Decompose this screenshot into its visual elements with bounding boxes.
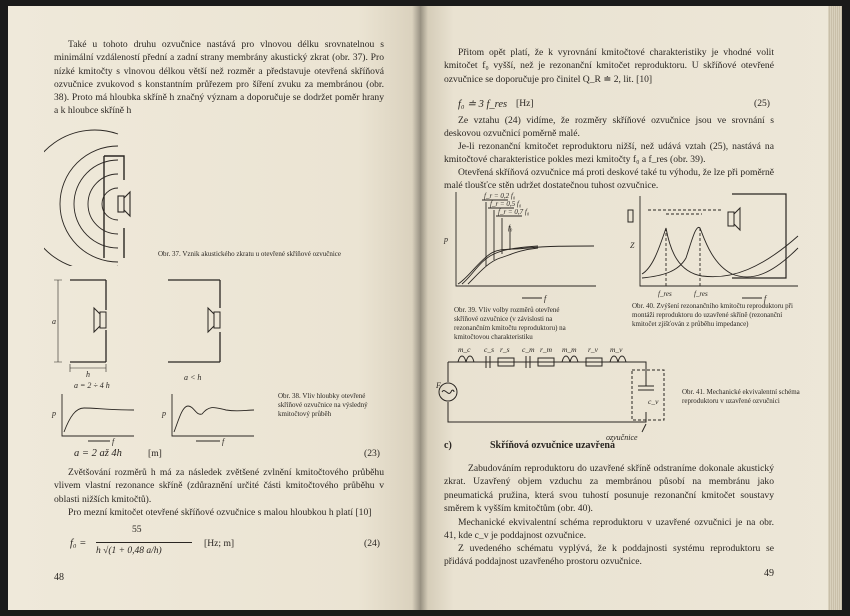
equation-24-number: (24): [364, 538, 380, 549]
curve-1: [458, 246, 594, 284]
mass-mv: [610, 356, 626, 362]
dashed-enclosure: [632, 370, 664, 420]
label-fres-1: f_res: [658, 290, 672, 298]
label-rm: r_m: [540, 345, 553, 354]
response-curve-1: [64, 408, 134, 432]
figure-37: [44, 126, 154, 266]
equation-24-numerator: 55: [132, 524, 142, 535]
label-f-2: f: [222, 437, 225, 446]
label-cm: c_m: [522, 345, 535, 354]
equation-25-number: (25): [754, 98, 770, 109]
mass-mm: [562, 356, 578, 362]
label-a-lt-h: a < h: [184, 373, 202, 382]
label-fres-2: f_res: [694, 290, 708, 298]
cap-cv: [638, 386, 654, 390]
equation-24-denominator: h √(1 + 0,48 a/h): [96, 546, 162, 556]
equation-25-unit: [Hz]: [516, 98, 534, 109]
figure-37-caption: Obr. 37. Vznik akustického zkratu u otevřené skříňové ozvučnice: [158, 250, 341, 258]
label-f-39: f: [544, 294, 547, 303]
label-fr-07: f_r = 0,7 f₀: [498, 208, 530, 216]
impedance-curve-1: [642, 228, 798, 277]
mass-mc: [458, 356, 474, 362]
page-number-right: 49: [764, 568, 774, 579]
section-title: Skříňová ozvučnice uzavřená: [490, 440, 615, 451]
figure-39-caption: Obr. 39. Vliv volby rozměrů otevřené skříňové ozvučnice (v závislosti na rezonančním kmitočtu reproduktoru) na kmitočtovou charakteristiku: [454, 306, 566, 341]
figure-39: [438, 188, 598, 306]
wave-arc-2: [88, 174, 118, 234]
impedance-curve-2: [642, 227, 798, 278]
label-p-2: p: [162, 409, 166, 418]
right-paragraph-3: Je-li rezonanční kmitočet reproduktoru nižší, než udává vztah (25), nastává na kmitočtové charakteristice pokles mezi kmitočty f₀ a f_res (obr. 39).: [444, 141, 774, 166]
figure-38-caption: Obr. 38. Vliv hloubky otevřené skříňové ozvučnice na výsledný kmitočtový průběh: [278, 392, 368, 418]
axes-39: [456, 192, 596, 286]
wave-arc-3: [74, 160, 118, 248]
book-gutter: [412, 6, 428, 610]
label-f0: f₀: [508, 224, 513, 232]
label-p-1: p: [52, 409, 56, 418]
axes-40: [640, 196, 798, 286]
label-a: a: [52, 317, 56, 326]
right-page: [420, 6, 842, 610]
figure-41: [436, 342, 672, 442]
left-paragraph-3: Pro mezní kmitočet otevřené skříňové ozvučnice s malou hloubkou h platí [10]: [68, 507, 372, 518]
left-paragraph-1: Také u tohoto druhu ozvučnice nastává pro vlnovou délku srovnatelnou s minimální vzdáleností přední a zadní strany membrány akustický zkrat (obr. 37). Pro nízké kmitočty s vlnovou délkou větší než rozměr a představuje otevřená skříňová ozvučnice zvukovod s konstantním průřezem pro šíření zvuku za membránou (obr. 38). Proto má hloubka skříně h značný význam a doporučuje se dodržet poměr hrany a k hloubce skříně h: [54, 39, 384, 117]
figure-40-caption: Obr. 40. Zvýšení rezonančního kmitočtu reproduktoru při montáži reproduktoru do uzavřené skříně (rezonanční kmitočet zjišťován z průběhu impedance): [632, 302, 793, 328]
label-z: Z: [630, 241, 635, 250]
open-cabinet: [104, 156, 124, 258]
response-axis-2: [172, 394, 254, 436]
label-ratio: a = 2 ÷ 4 h: [74, 381, 110, 390]
left-page: [8, 6, 420, 610]
right-paragraph-7: Z uvedeného schématu vyplývá, že k poddajnosti systému reproduktoru se přidává poddajnost uzavřeného prostoru ozvučnice.: [444, 543, 774, 568]
book-spread: [8, 6, 842, 610]
label-f-1: f: [112, 437, 115, 446]
label-cs: c_s: [484, 345, 494, 354]
section-number: c): [444, 440, 452, 451]
label-h: h: [86, 370, 90, 379]
cabinet-shallow: [168, 280, 220, 362]
equation-25: f₀ ≐ 3 f_res: [458, 99, 508, 110]
label-ozvucnice: ozvučnice: [606, 433, 638, 442]
equation-23-number: (23): [364, 448, 380, 459]
equation-24-lhs: f₀ =: [70, 538, 87, 549]
equation-23: a = 2 až 4h: [74, 448, 122, 459]
figure-40: [622, 188, 802, 306]
label-p-39: p: [444, 235, 448, 244]
fraction-bar: [96, 542, 192, 543]
figure-41-caption: Obr. 41. Mechanické ekvivalentní schéma reproduktoru v uzavřené ozvučnici: [682, 388, 800, 405]
left-paragraph-2: Zvětšování rozměrů h má za následek zvětšené zvlnění kmitočtového průběhu vlivem vlastní rezonance skříně (zdůraznění určité části kmitočtového průběhu v oblasti nižších kmitočtů).: [54, 467, 384, 505]
equation-24: [70, 520, 290, 570]
equation-23-unit: [m]: [148, 448, 162, 459]
label-cv: c_v: [648, 397, 659, 406]
right-paragraph-5: Zabudováním reproduktoru do uzavřené skříně odstraníme dokonale akustický zkrat. Uzavřený objem vzduchu za membránou působí na membránu jako pneumatická pružina, která svou tuhostí posunuje rezonanční kmitočet soustavy směrem k vyšším kmitočtům (obr. 40).: [444, 463, 774, 514]
label-rs: r_s: [500, 345, 510, 354]
circuit-wire: [448, 362, 646, 422]
label-f-40: f: [764, 294, 767, 303]
response-curve-2: [174, 406, 254, 432]
wave-arc-4: [60, 146, 118, 262]
wave-arc-5: [44, 130, 118, 266]
label-F: F: [436, 381, 441, 390]
label-mm: m_m: [562, 345, 577, 354]
label-mc: m_c: [458, 345, 471, 354]
label-fr-05: f_r = 0,5 f₀: [490, 200, 522, 208]
label-fr-02: f_r = 0,2 f₀: [484, 192, 516, 200]
label-mv: m_v: [610, 345, 623, 354]
speaker-symbol: [118, 196, 124, 212]
right-paragraph-4: Otevřená skříňová ozvučnice má proti deskové také tu výhodu, že lze při poměrně malé tloušťce stěn udržet dostatečnou tuhost ozvučnice.: [444, 167, 774, 192]
page-number-left: 48: [54, 572, 64, 583]
label-rv: r_v: [588, 345, 598, 354]
equation-24-unit: [Hz; m]: [204, 538, 235, 549]
cabinet-deep: [70, 280, 106, 362]
right-paragraph-2: Ze vztahu (24) vidíme, že rozměry skříňové ozvučnice jsou ve srovnání s deskovou ozvučnicí poměrně malé.: [444, 115, 774, 140]
page-edges: [828, 6, 842, 610]
right-paragraph-1: Přitom opět platí, že k vyrovnání kmitočtové charakteristiky je vhodné volit kmitočet f₀ vyšší, než je rezonanční kmitočet reproduktoru. U skříňové otevřené ozvučnice se doporučuje pro činitel Q_R ≐ 2, lit. [10]: [444, 47, 774, 85]
figure-38: [50, 276, 270, 446]
right-paragraph-6: Mechanické ekvivalentní schéma reproduktoru v uzavřené ozvučnici je na obr. 41, kde c_v je poddajnost ozvučnice.: [444, 517, 774, 542]
